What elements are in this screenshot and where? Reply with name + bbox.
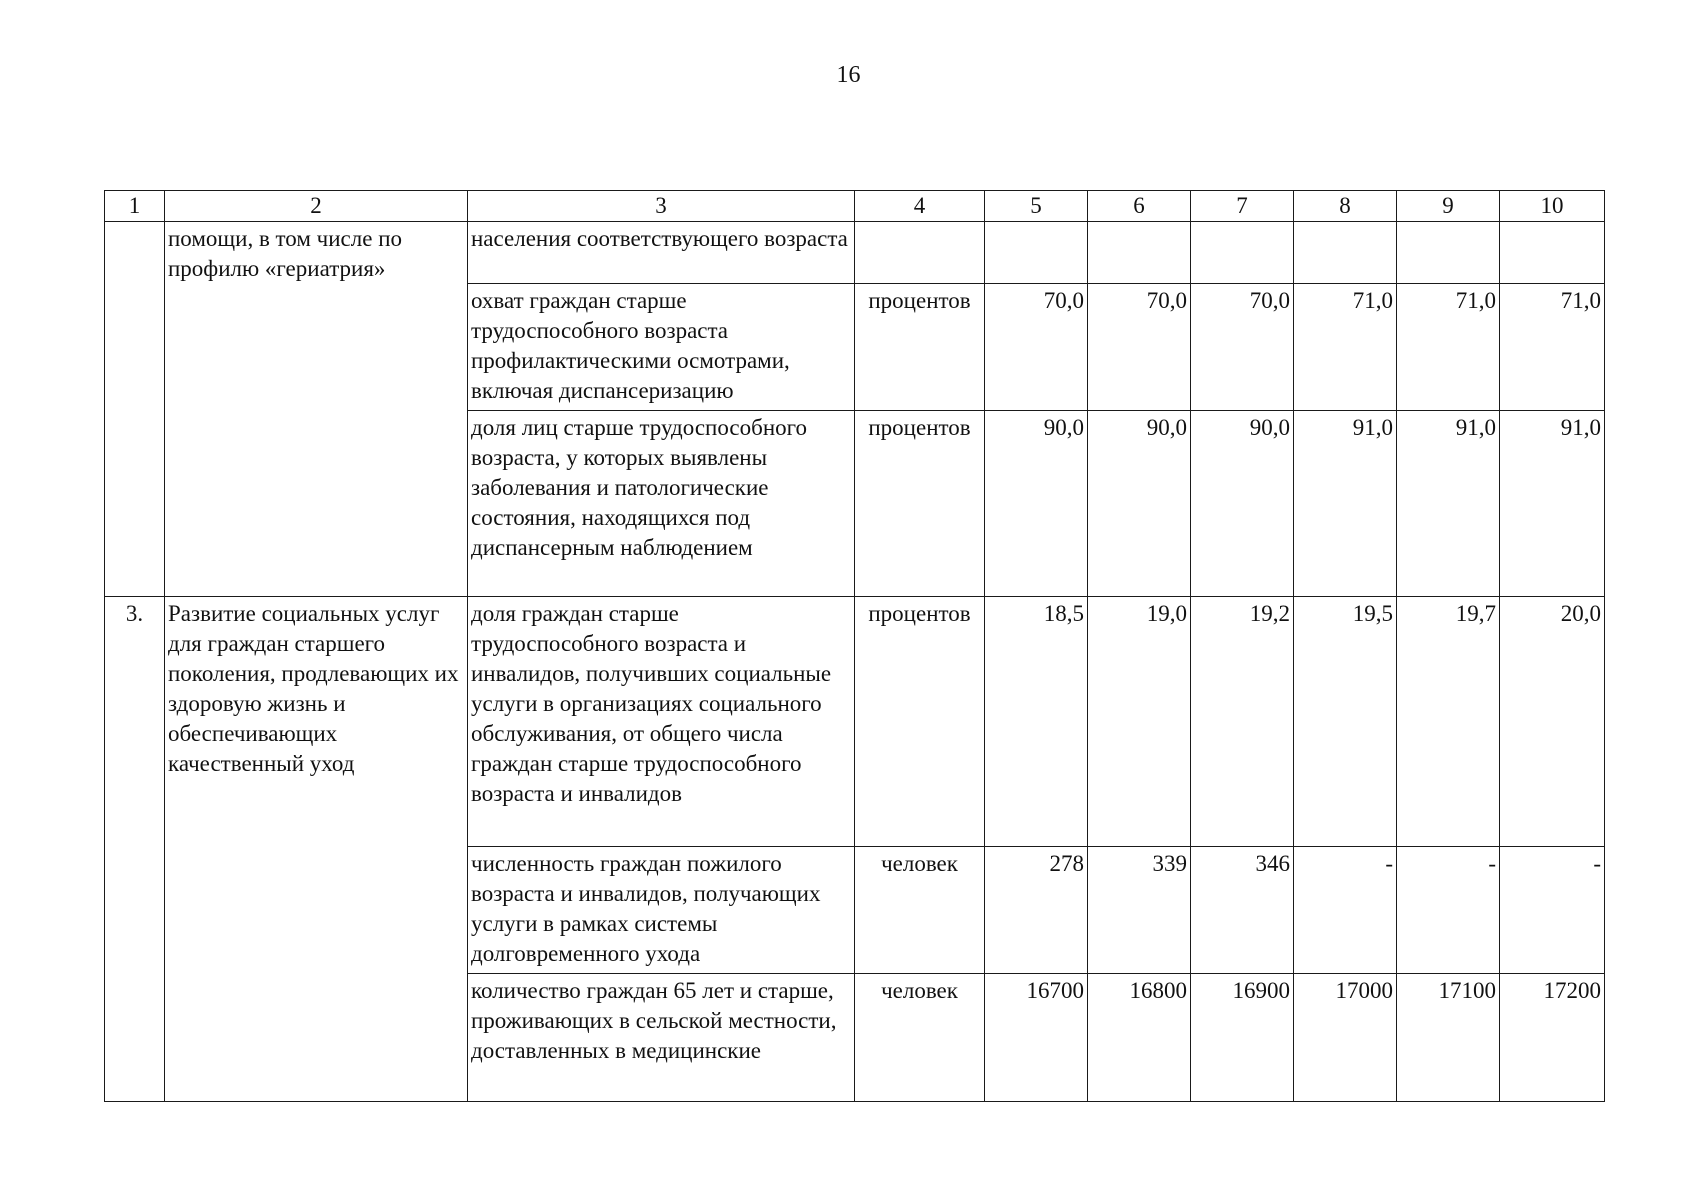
value-cell: 90,0: [1088, 411, 1191, 597]
indicator-name: охват граждан старше трудоспособного возраста профилактическими осмотрами, включая диспансеризацию: [468, 284, 855, 411]
value-cell: -: [1294, 847, 1397, 974]
indicator-name: доля лиц старше трудоспособного возраста, у которых выявлены заболевания и патологические состояния, находящихся под диспансерным наблюдением: [468, 411, 855, 597]
section-number: [105, 222, 165, 597]
header-cell: 7: [1191, 191, 1294, 222]
value-cell: 90,0: [985, 411, 1088, 597]
indicators-table: [104, 190, 1605, 1102]
indicator-name: численность граждан пожилого возраста и инвалидов, получающих услуги в рамках системы долговременного ухода: [468, 847, 855, 974]
unit-cell: процентов: [855, 597, 985, 847]
section-title: помощи, в том числе по профилю «гериатрия»: [165, 222, 468, 597]
value-cell: 19,2: [1191, 597, 1294, 847]
header-cell: 4: [855, 191, 985, 222]
value-cell: [985, 222, 1088, 284]
value-cell: 20,0: [1500, 597, 1605, 847]
table-row: [105, 597, 1605, 847]
indicator-name: доля граждан старше трудоспособного возраста и инвалидов, получивших социальные услуги в организациях социального обслуживания, от общего числа граждан старше трудоспособного возраста и инвалидов: [468, 597, 855, 847]
value-cell: -: [1397, 847, 1500, 974]
value-cell: 16800: [1088, 974, 1191, 1102]
value-cell: 70,0: [1191, 284, 1294, 411]
unit-cell: процентов: [855, 284, 985, 411]
value-cell: 339: [1088, 847, 1191, 974]
value-cell: 17100: [1397, 974, 1500, 1102]
value-cell: [1500, 222, 1605, 284]
header-cell: 8: [1294, 191, 1397, 222]
header-cell: 2: [165, 191, 468, 222]
value-cell: 19,7: [1397, 597, 1500, 847]
value-cell: [1191, 222, 1294, 284]
header-cell: 9: [1397, 191, 1500, 222]
unit-cell: человек: [855, 847, 985, 974]
unit-cell: процентов: [855, 411, 985, 597]
value-cell: 70,0: [985, 284, 1088, 411]
table-row: [105, 222, 1605, 284]
value-cell: 19,0: [1088, 597, 1191, 847]
value-cell: 91,0: [1294, 411, 1397, 597]
value-cell: 278: [985, 847, 1088, 974]
header-cell: 5: [985, 191, 1088, 222]
value-cell: 71,0: [1500, 284, 1605, 411]
value-cell: 16900: [1191, 974, 1294, 1102]
header-cell: 6: [1088, 191, 1191, 222]
value-cell: 90,0: [1191, 411, 1294, 597]
value-cell: 91,0: [1397, 411, 1500, 597]
value-cell: 16700: [985, 974, 1088, 1102]
value-cell: [1294, 222, 1397, 284]
section-title: Развитие социальных услуг для граждан старшего поколения, продлевающих их здоровую жизнь и обеспечивающих качественный уход: [165, 597, 468, 1102]
value-cell: 19,5: [1294, 597, 1397, 847]
unit-cell: человек: [855, 974, 985, 1102]
section-number: 3.: [105, 597, 165, 1102]
unit-cell: [855, 222, 985, 284]
value-cell: 17200: [1500, 974, 1605, 1102]
value-cell: -: [1500, 847, 1605, 974]
header-cell: 10: [1500, 191, 1605, 222]
page-number: 16: [836, 62, 861, 88]
indicator-name: населения соответствующего возраста: [468, 222, 855, 284]
value-cell: 71,0: [1397, 284, 1500, 411]
value-cell: 17000: [1294, 974, 1397, 1102]
value-cell: [1088, 222, 1191, 284]
value-cell: 71,0: [1294, 284, 1397, 411]
value-cell: 70,0: [1088, 284, 1191, 411]
header-cell: 3: [468, 191, 855, 222]
value-cell: 91,0: [1500, 411, 1605, 597]
value-cell: 346: [1191, 847, 1294, 974]
header-cell: 1: [105, 191, 165, 222]
value-cell: 18,5: [985, 597, 1088, 847]
column-number-row: [105, 191, 1605, 222]
indicator-name: количество граждан 65 лет и старше, проживающих в сельской местности, доставленных в медицинские: [468, 974, 855, 1102]
value-cell: [1397, 222, 1500, 284]
